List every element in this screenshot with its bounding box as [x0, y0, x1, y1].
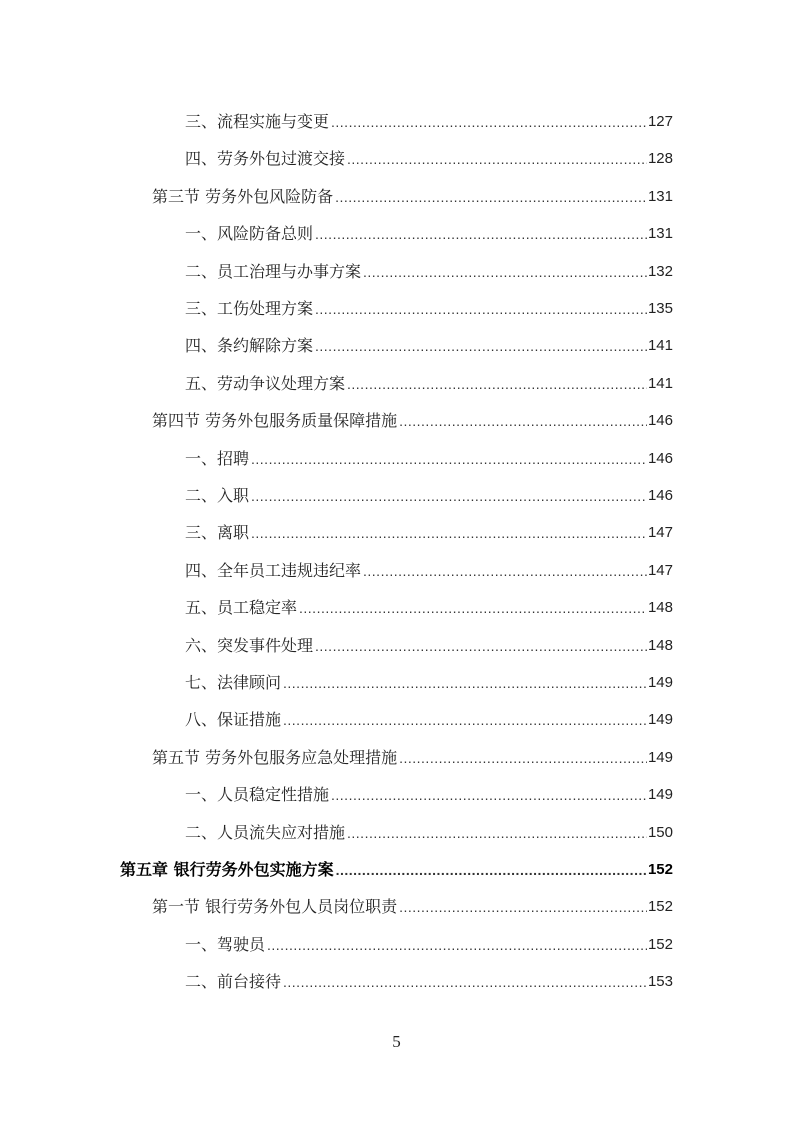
page-number: 5: [392, 1032, 401, 1051]
toc-entry-page: 141: [647, 375, 673, 392]
toc-entry[interactable]: [152, 183, 673, 207]
toc-entry-title: 四、全年员工违规违纪率: [185, 561, 362, 580]
toc-entry[interactable]: [185, 258, 673, 282]
toc-entry-title: 五、员工稳定率: [185, 598, 298, 617]
dot-leader: [331, 112, 647, 132]
toc-entry-page: 141: [647, 337, 673, 354]
dot-leader: [335, 187, 647, 207]
toc-entry-title: 第五章 银行劳务外包实施方案: [120, 860, 334, 879]
dot-leader: [347, 374, 647, 394]
toc-entry-title: 一、驾驶员: [185, 935, 266, 954]
toc-entry-page: 152: [647, 936, 673, 953]
toc-entry-title: 一、人员稳定性措施: [185, 785, 330, 804]
dot-leader: [315, 636, 647, 656]
toc-entry-title: 第一节 银行劳务外包人员岗位职责: [152, 897, 398, 916]
dot-leader: [331, 785, 647, 805]
dot-leader: [315, 299, 647, 319]
dot-leader: [363, 561, 647, 581]
toc-entry-page: 150: [647, 824, 673, 841]
toc-entry-title: 一、风险防备总则: [185, 224, 314, 243]
dot-leader: [267, 935, 647, 955]
toc-entry[interactable]: [152, 744, 673, 768]
toc-entry[interactable]: [185, 445, 673, 469]
toc-entry-page: 149: [647, 786, 673, 803]
dot-leader: [283, 710, 647, 730]
toc-entry-page: 149: [647, 674, 673, 691]
toc-entry-page: 153: [647, 973, 673, 990]
toc-entry[interactable]: [185, 370, 673, 394]
dot-leader: [347, 823, 647, 843]
toc-entry-title: 六、突发事件处理: [185, 636, 314, 655]
toc-entry-page: 149: [647, 749, 673, 766]
toc-entry[interactable]: [185, 931, 673, 955]
toc-entry-title: 八、保证措施: [185, 710, 282, 729]
toc-entry-title: 五、劳动争议处理方案: [185, 374, 346, 393]
toc-entry-page: 148: [647, 599, 673, 616]
toc-entry[interactable]: [185, 594, 673, 618]
toc-entry[interactable]: [185, 968, 673, 992]
toc-entry[interactable]: [185, 557, 673, 581]
toc-entry[interactable]: [185, 519, 673, 543]
toc-entry-title: 二、员工治理与办事方案: [185, 262, 362, 281]
toc-entry-title: 七、法律顾问: [185, 673, 282, 692]
toc-entry-page: 146: [647, 487, 673, 504]
dot-leader: [347, 149, 647, 169]
dot-leader: [251, 523, 647, 543]
toc-entry-page: 147: [647, 562, 673, 579]
dot-leader: [336, 860, 647, 880]
toc-entry-page: 131: [647, 225, 673, 242]
dot-leader: [283, 673, 647, 693]
toc-entry-page: 149: [647, 711, 673, 728]
dot-leader: [363, 262, 647, 282]
dot-leader: [251, 486, 647, 506]
toc-entry[interactable]: [185, 669, 673, 693]
toc-entry[interactable]: [185, 781, 673, 805]
toc-entry-title: 二、人员流失应对措施: [185, 823, 346, 842]
toc-entry-title: 二、前台接待: [185, 972, 282, 991]
toc-entry-title: 二、入职: [185, 486, 250, 505]
toc-entry-title: 第三节 劳务外包风险防备: [152, 187, 334, 206]
toc-entry-page: 147: [647, 524, 673, 541]
toc-entry-title: 一、招聘: [185, 449, 250, 468]
toc-entry-title: 第五节 劳务外包服务应急处理措施: [152, 748, 398, 767]
toc-entry-title: 三、流程实施与变更: [185, 112, 330, 131]
toc-entry[interactable]: [185, 482, 673, 506]
dot-leader: [399, 748, 647, 768]
toc-entry[interactable]: [185, 295, 673, 319]
dot-leader: [315, 336, 647, 356]
toc-entry[interactable]: [185, 108, 673, 132]
toc-entry[interactable]: [185, 706, 673, 730]
toc-entry-page: 152: [647, 898, 673, 915]
toc-entry[interactable]: [185, 332, 673, 356]
toc-entry-title: 四、劳务外包过渡交接: [185, 149, 346, 168]
dot-leader: [251, 449, 647, 469]
toc-entry-page: 146: [647, 412, 673, 429]
dot-leader: [283, 972, 647, 992]
toc-entry[interactable]: [120, 856, 673, 880]
toc-entry-page: 132: [647, 263, 673, 280]
toc-entry-page: 152: [647, 861, 673, 878]
dot-leader: [399, 897, 647, 917]
toc-entry-page: 128: [647, 150, 673, 167]
toc-entry-page: 131: [647, 188, 673, 205]
toc-entry-page: 148: [647, 637, 673, 654]
toc-entry-title: 三、工伤处理方案: [185, 299, 314, 318]
toc-entry[interactable]: [185, 632, 673, 656]
toc-entry-title: 三、离职: [185, 523, 250, 542]
toc-entry[interactable]: [152, 407, 673, 431]
toc-entry-title: 第四节 劳务外包服务质量保障措施: [152, 411, 398, 430]
toc-entry-page: 127: [647, 113, 673, 130]
dot-leader: [399, 411, 647, 431]
toc-entry-page: 135: [647, 300, 673, 317]
toc-entry[interactable]: [185, 145, 673, 169]
toc-entry[interactable]: [152, 893, 673, 917]
toc-entry[interactable]: [185, 819, 673, 843]
dot-leader: [299, 598, 647, 618]
toc-entry-page: 146: [647, 450, 673, 467]
toc-entry-title: 四、条约解除方案: [185, 336, 314, 355]
dot-leader: [315, 224, 647, 244]
toc-entry[interactable]: [185, 220, 673, 244]
